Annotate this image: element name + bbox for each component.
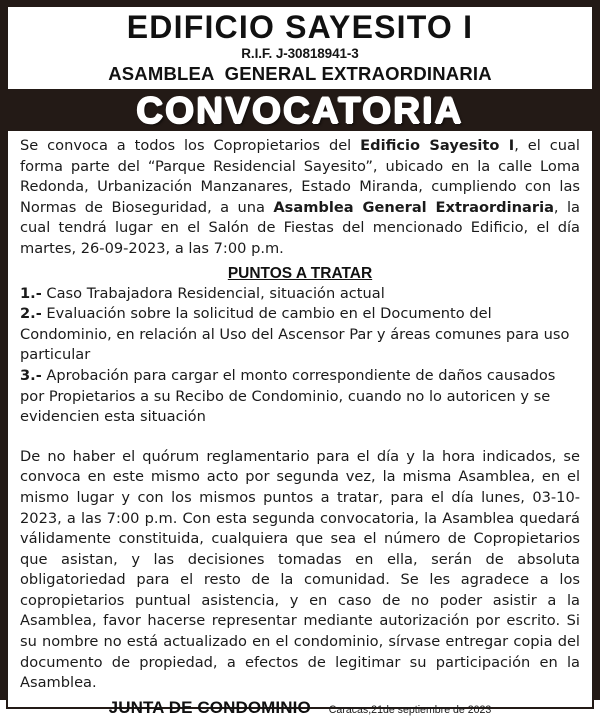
rif-number: R.I.F. J-30818941-3 — [241, 46, 359, 61]
agenda-item-number: 3.- — [20, 366, 42, 384]
agenda-item-number: 2.- — [20, 305, 42, 323]
quorum-paragraph: De no haber el quórum reglamentario para el día y la hora indicados, se convoca en este mismo acto por segunda vez, la misma Asamblea, en el mismo lugar y con los mismos puntos a tratar, para el día lunes, 03-10-2023, a las 7:00 p.m. Con esta segunda convocatoria, la Asamblea quedará válidamente constituida, cualquiera que sea el número de Copropietarios que asistan, y las decisiones tomadas en ella, serán de absoluta obligatoriedad para el resto de la comunidad. Se les agradece a los copropietarios puntual asistencia, y en caso de no poder asistir a la Asamblea, favor hacerse representar mediante autorización por escrito. Si su nombre no está actualizado en el condominio, sírvase entregar copia del documento de propiedad, a efectos de legitimar su participación en la Asamblea. — [20, 447, 580, 692]
notice-body — [6, 131, 594, 717]
intro-bold-building: Edificio Sayesito I — [360, 137, 515, 154]
footer-row — [20, 698, 580, 718]
intro-text-c: , la cual tendrá lugar en el Salón de Fiestas del mencionado Edificio, el día martes, 26-09-2023, a las 7:00 p.m. — [20, 198, 580, 257]
agenda-item — [20, 304, 580, 366]
intro-text-b: , el cual forma parte del “Parque Residencial Sayesito”, ubicado en la calle Loma Redonda, Urbanización Manzanares, Estado Miranda, cumpliendo con las Normas de Bioseguridad, a una — [20, 137, 580, 216]
intro-paragraph — [20, 136, 580, 260]
signature-line: JUNTA DE CONDOMINIO — [108, 697, 311, 717]
assembly-type: ASAMBLEA GENERAL EXTRAORDINARIA — [108, 63, 492, 84]
agenda-title: PUNTOS A TRATAR — [227, 264, 373, 282]
convocatoria-banner — [6, 91, 594, 131]
header-block — [6, 5, 594, 91]
intro-text-a: Se convoca a todos los Copropietarios del — [20, 137, 361, 154]
intro-bold-assembly: Asamblea General Extraordinaria — [273, 198, 554, 216]
place-and-date: Caracas,21de septiembre de 2023 — [328, 703, 492, 716]
agenda-item-text: Caso Trabajadora Residencial, situación actual — [41, 284, 385, 302]
agenda-item — [20, 284, 580, 305]
agenda-item-text: Aprobación para cargar el monto correspondiente de daños causados por Propietarios a su Recibo de Condominio, cuando no lo autoricen y se evidencien esta situación — [20, 366, 556, 426]
banner-title: CONVOCATORIA — [136, 90, 464, 131]
agenda-item — [20, 366, 580, 428]
page-title: EDIFICIO SAYESITO I — [126, 9, 474, 45]
agenda-item-text: Evaluación sobre la solicitud de cambio en el Documento del Condominio, en relación al Uso del Ascensor Par y áreas comunes para uso particular — [20, 305, 570, 364]
paragraph-spacer — [20, 428, 580, 447]
agenda-item-number: 1.- — [20, 284, 42, 302]
